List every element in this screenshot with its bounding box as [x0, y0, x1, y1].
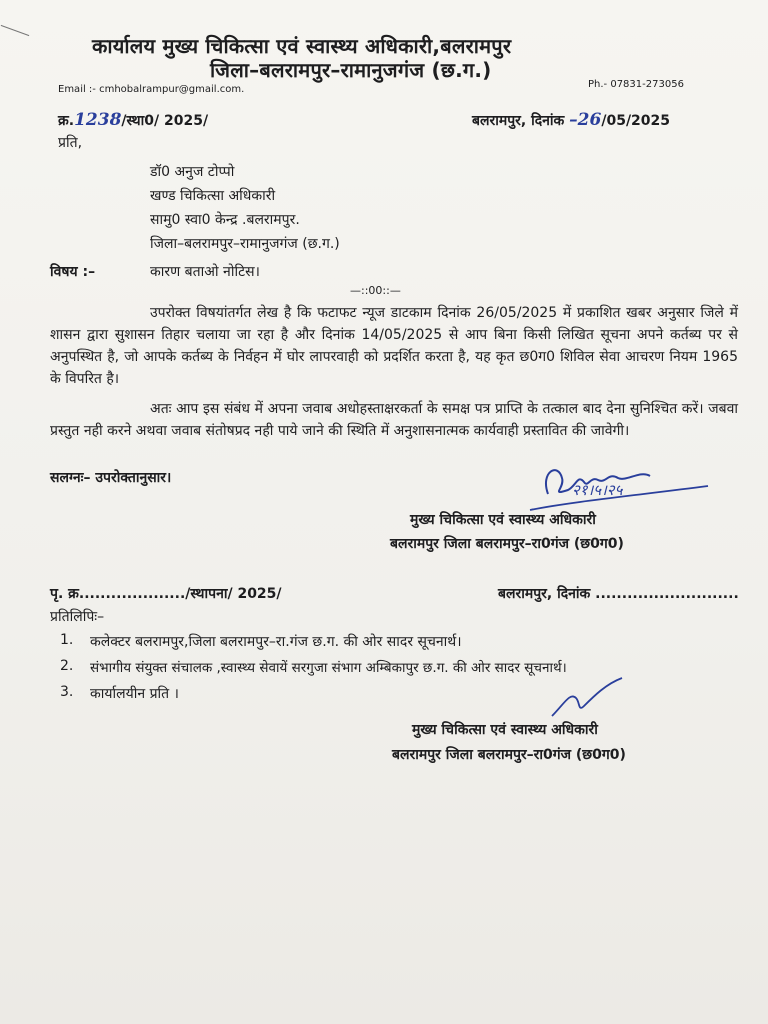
date-prefix: बलरामपुर, दिनांक: [472, 113, 565, 129]
subject-label: विषय :–: [50, 264, 96, 280]
signatory-title: मुख्य चिकित्सा एवं स्वास्थ्य अधिकारी: [412, 722, 598, 738]
copy-reference: पृ. क्र..................../स्थापना/ 2025/: [50, 586, 282, 602]
email-line: Email :- cmhobalrampur@gmail.com.: [58, 84, 245, 95]
separator: —::00::—: [350, 284, 401, 297]
phone-line: Ph.- 07831-273056: [588, 79, 684, 90]
body-paragraph-1: उपरोक्त विषयांतर्गत लेख है कि फटाफट न्यूज डाटकाम दिनांक 26/05/2025 में प्रकाशित खबर अनुसार जिले में शासन द्वारा सुशासन तिहार चलाया जा रहा है और दिनांक 14/05/2025 से आप बिना किसी लिखित सूचना अपने कर्तब्य पर से अनुपस्थित है, जो आपके कर्तब्य के निर्वहन में घोर लापरवाही को प्रदर्शित करता है, यह कृत छ0ग0 शिविल सेवा आचरण नियम 1965 के विपरित है।: [50, 305, 738, 387]
copy-item-number: 3.: [60, 684, 74, 700]
recipient-line: खण्ड चिकित्सा अधिकारी: [150, 188, 276, 204]
copy-item-number: 1.: [60, 632, 74, 648]
subject-text: कारण बताओ नोटिस।: [150, 264, 260, 280]
reference-number: [58, 110, 208, 130]
handwritten-date-day: –26: [569, 110, 602, 130]
date-rest: /05/2025: [601, 113, 671, 129]
enclosure-line: सलग्नः– उपरोक्तानुसार।: [50, 470, 172, 486]
copy-item-text: कार्यालयीन प्रति ।: [90, 686, 179, 702]
copy-item-text: संभागीय संयुक्त संचालक ,स्वास्थ्य सेवायें सरगुजा संभाग अम्बिकापुर छ.ग. की ओर सादर सूचनार्थ।: [90, 660, 567, 676]
copy-label: प्रतिलिपिः–: [50, 609, 105, 625]
office-title: कार्यालय मुख्य चिकित्सा एवं स्वास्थ्य अधिकारी,बलरामपुर: [92, 34, 512, 58]
ref-suffix: /स्था0/ 2025/: [121, 113, 209, 129]
ref-prefix: क्र.: [58, 113, 75, 129]
recipient-line: जिला–बलरामपुर–रामानुजगंज (छ.ग.): [150, 236, 340, 252]
scan-corner-mark: [1, 25, 30, 36]
copy-item-number: 2.: [60, 658, 74, 674]
signatory-office: बलरामपुर जिला बलरामपुर–रा0गंज (छ0ग0): [390, 536, 624, 552]
signatory-title: मुख्य चिकित्सा एवं स्वास्थ्य अधिकारी: [410, 512, 596, 528]
prati-label: प्रति,: [58, 135, 83, 151]
signature-date: २१।५।२५: [572, 481, 623, 499]
place-date: [472, 110, 670, 130]
recipient-line: सामु0 स्वा0 केन्द्र .बलरामपुर.: [150, 212, 300, 228]
body-paragraph-2: अतः आप इस संबंध में अपना जवाब अधोहस्ताक्षरकर्ता के समक्ष पत्र प्राप्ति के तत्काल बाद देना सुनिश्चित करें। जबवा प्रस्तुत नही करने अथवा जवाब संतोषप्रद नही पाये जाने की स्थिति में अनुशासनात्मक कार्यवाही प्रस्तावित की जावेगी।: [50, 401, 738, 439]
office-subtitle: जिला–बलरामपुर–रामानुजगंज (छ.ग.): [210, 58, 492, 82]
recipient-line: डॉ0 अनुज टोप्पो: [150, 164, 235, 180]
signatory-office: बलरामपुर जिला बलरामपुर–रा0गंज (छ0ग0): [392, 747, 626, 763]
copy-item-text: कलेक्टर बलरामपुर,जिला बलरामपुर–रा.गंज छ.ग. की ओर सादर सूचनार्थ।: [90, 634, 462, 650]
initials-scribble: [548, 676, 628, 726]
copy-place-date: बलरामपुर, दिनांक ...........................: [498, 586, 739, 602]
handwritten-ref-number: 1238: [74, 110, 122, 130]
